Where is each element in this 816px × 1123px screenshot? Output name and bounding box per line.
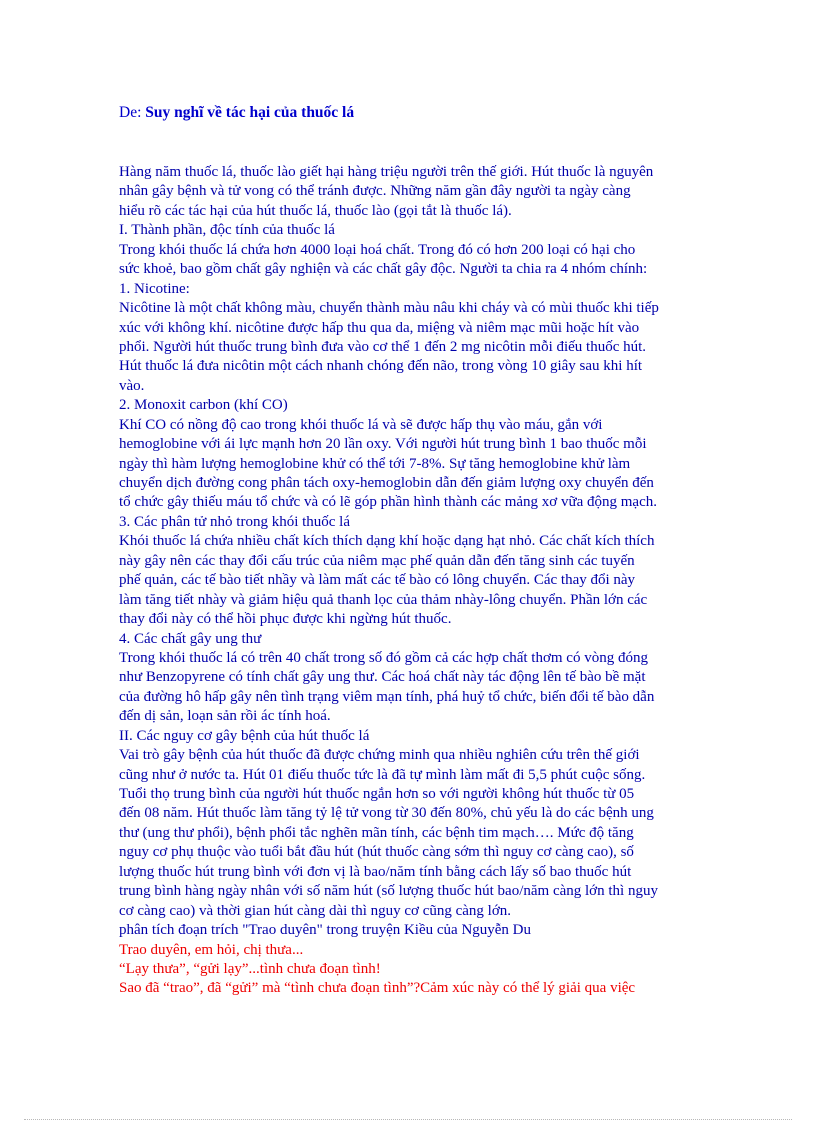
text-line: đến 08 năm. Hút thuốc làm tăng tỷ lệ tử vong từ 30 đến 80%, chủ yếu là do các bệnh ung <box>119 805 654 822</box>
page-bottom-rule <box>24 1119 792 1120</box>
text-line: hiểu rõ các tác hại của hút thuốc lá, thuốc lào (gọi tắt là thuốc lá). <box>119 202 512 219</box>
text-line: II. Các nguy cơ gây bệnh của hút thuốc lá <box>119 727 370 744</box>
text-line: Trong khói thuốc lá chứa hơn 4000 loại hoá chất. Trong đó có hơn 200 loại có hại cho <box>119 241 636 258</box>
text-line: hemoglobine với ái lực mạnh hơn 20 lần oxy. Với người hút trung bình 1 bao thuốc mỗi <box>119 436 647 453</box>
text-line: phân tích đoạn trích "Trao duyên" trong truyện Kiều của Nguyễn Du <box>119 922 532 939</box>
text-line: nguy cơ phụ thuộc vào tuổi bắt đầu hút (hút thuốc càng sớm thì nguy cơ càng cao), số <box>119 844 634 861</box>
text-line: Nicôtine là một chất không màu, chuyển thành màu nâu khi cháy và có mùi thuốc khi tiếp <box>119 300 659 317</box>
document-body <box>119 163 719 999</box>
text-line: Trong khói thuốc lá có trên 40 chất trong số đó gồm cả các hợp chất thơm có vòng đóng <box>119 649 648 666</box>
text-line: I. Thành phần, độc tính của thuốc lá <box>119 222 335 239</box>
text-line: như Benzopyrene có tính chất gây ung thư. Các hoá chất này tác động lên tế bào bề mặt <box>119 669 646 686</box>
text-line: 3. Các phân tử nhỏ trong khói thuốc lá <box>119 513 351 530</box>
text-line: nhân gây bệnh và tử vong có thể tránh được. Những năm gần đây người ta ngày càng <box>119 183 631 200</box>
text-line: cơ càng cao) và thời gian hút càng dài thì nguy cơ cũng càng lớn. <box>119 902 512 919</box>
text-line: tổ chức gây thiếu máu tổ chức và có lẽ góp phần hình thành các mảng xơ vữa động mạch. <box>119 494 657 511</box>
text-line: lượng thuốc hút trung bình với đơn vị là bao/năm tính bằng cách lấy số bao thuốc hút <box>119 863 632 880</box>
text-line: xúc với không khí. nicôtine được hấp thu qua da, miệng và niêm mạc mũi hoặc hít vào <box>119 319 640 336</box>
red-text-line: “Lạy thưa”, “gửi lạy”...tình chưa đoạn tình! <box>119 960 381 977</box>
title-main: Suy nghĩ về tác hại của thuốc lá <box>145 104 355 121</box>
text-line: làm tăng tiết nhày và giảm hiệu quả thanh lọc của thảm nhày-lông chuyển. Phần lớn các <box>119 591 648 608</box>
text-line: phế quản, các tế bào tiết nhầy và làm mất các tế bào có lông chuyển. Các thay đổi này <box>119 572 636 589</box>
title-prefix: De: <box>119 104 146 121</box>
text-line: trung bình hàng ngày nhân với số năm hút (số lượng thuốc hút bao/năm càng lớn thì nguy <box>119 883 658 900</box>
text-line: 4. Các chất gây ung thư <box>119 630 262 647</box>
text-line: cũng như ở nước ta. Hút 01 điếu thuốc tức là đã tự mình làm mất đi 5,5 phút cuộc sống. <box>119 766 646 783</box>
text-line: này gây nên các thay đổi cấu trúc của niêm mạc phế quản dẫn đến tăng sinh các tuyến <box>119 552 635 569</box>
text-line: Vai trò gây bệnh của hút thuốc đã được chứng minh qua nhiều nghiên cứu trên thế giới <box>119 747 640 764</box>
text-line: phổi. Người hút thuốc trung bình đưa vào cơ thể 1 đến 2 mg nicôtin mỗi điếu thuốc hút. <box>119 338 647 355</box>
red-text-line: Trao duyên, em hỏi, chị thưa... <box>119 941 304 958</box>
text-line: của đường hô hấp gây nên tình trạng viêm mạn tính, phá huỷ tổ chức, biến đổi tế bào dẫn <box>119 688 655 705</box>
text-line: Tuổi thọ trung bình của người hút thuốc ngắn hơn so với người không hút thuốc từ 05 <box>119 786 635 802</box>
text-line: 1. Nicotine: <box>119 280 190 297</box>
text-line: thay đổi này có thể hồi phục được khi ngừng hút thuốc. <box>119 611 452 628</box>
document-title <box>119 104 354 122</box>
text-line: Khói thuốc lá chứa nhiều chất kích thích dạng khí hoặc dạng hạt nhỏ. Các chất kích thích <box>119 533 655 550</box>
text-line: Khí CO có nồng độ cao trong khói thuốc lá và sẽ được hấp thụ vào máu, gắn với <box>119 416 603 433</box>
text-line: vào. <box>119 377 145 394</box>
text-line: sức khoẻ, bao gồm chất gây nghiện và các chất gây độc. Người ta chia ra 4 nhóm chính: <box>119 261 648 278</box>
text-line: chuyển dịch đường cong phân tách oxy-hemoglobin dẫn đến giảm lượng oxy chuyển đến <box>119 475 654 491</box>
text-line: ngày thì hàm lượng hemoglobine khử có thể tới 7-8%. Sự tăng hemoglobine khử làm <box>119 455 631 472</box>
red-text-line: Sao đã “trao”, đã “gửi” mà “tình chưa đoạn tình”?Cảm xúc này có thể lý giải qua việc <box>119 980 636 997</box>
text-line: thư (ung thư phổi), bệnh phổi tắc nghẽn mãn tính, các bệnh tim mạch…. Mức độ tăng <box>119 824 634 841</box>
text-line: Hút thuốc lá đưa nicôtin một cách nhanh chóng đến não, trong vòng 10 giây sau khi hít <box>119 358 643 375</box>
text-line: Hàng năm thuốc lá, thuốc lào giết hại hàng triệu người trên thế giới. Hút thuốc là nguyên <box>119 164 654 180</box>
text-line: đến dị sản, loạn sản rồi ác tính hoá. <box>119 708 331 725</box>
text-line: 2. Monoxit carbon (khí CO) <box>119 397 288 414</box>
